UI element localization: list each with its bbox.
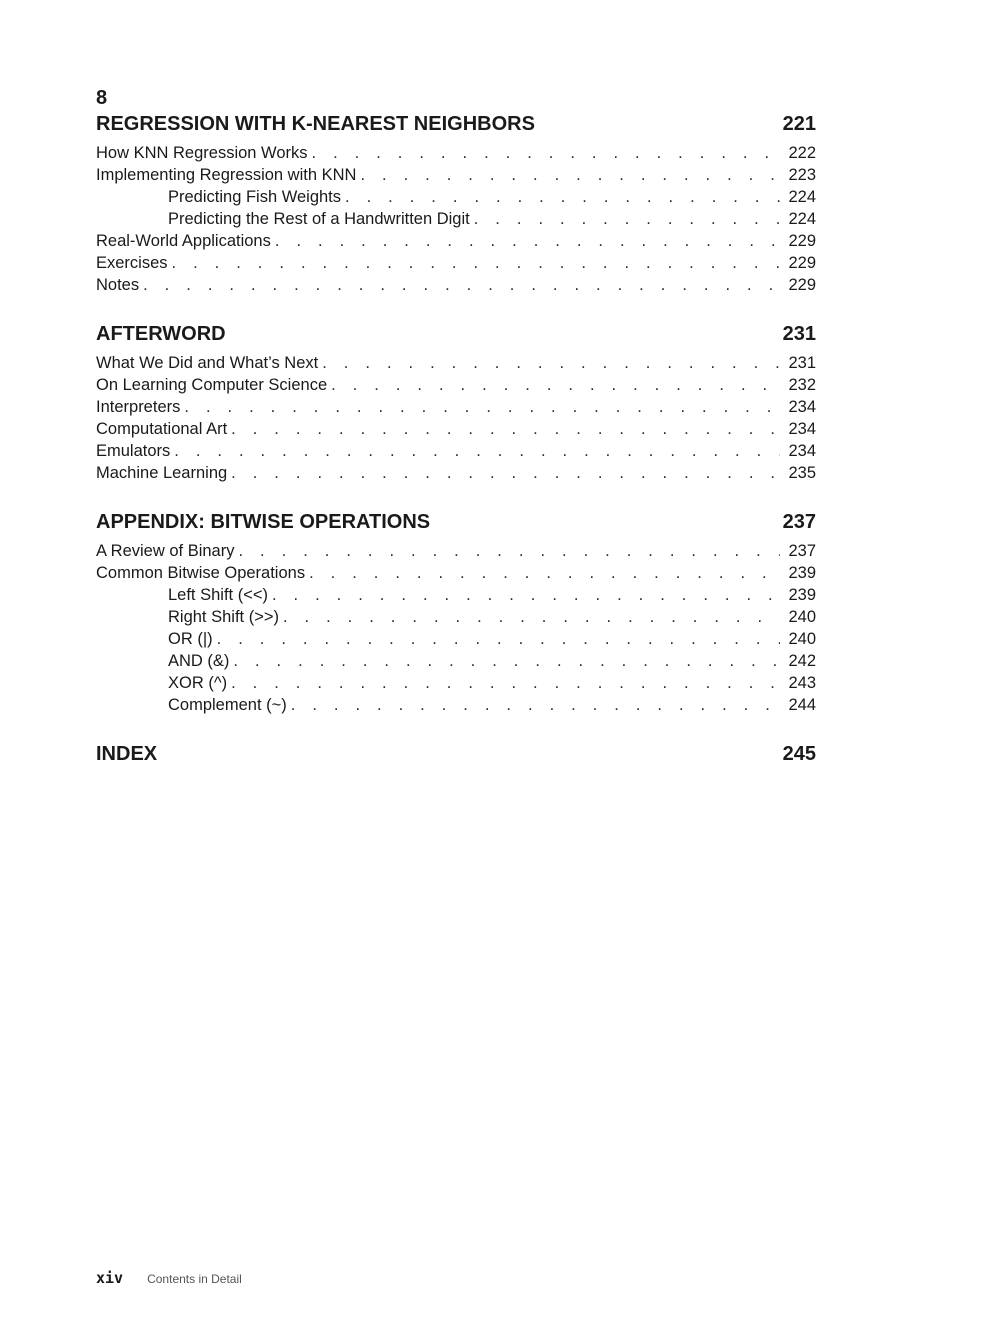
entry-page-number: 243	[788, 674, 816, 692]
dot-leader	[174, 440, 780, 462]
entry-page-number: 231	[788, 354, 816, 372]
entry-title: OR (|)	[168, 630, 213, 648]
toc-entry[interactable]	[96, 396, 816, 418]
entry-title: Computational Art	[96, 420, 228, 438]
toc-subentry[interactable]	[96, 208, 816, 230]
entry-title: Emulators	[96, 442, 171, 460]
dot-leader	[331, 374, 780, 396]
dot-leader	[312, 142, 780, 164]
dot-leader	[309, 562, 780, 584]
entry-page-number: 222	[788, 144, 816, 162]
entry-page-number: 224	[788, 210, 816, 228]
toc-entry[interactable]	[96, 164, 816, 186]
entry-page-number: 229	[788, 232, 816, 250]
dot-leader	[345, 186, 780, 208]
section-title: AFTERWORD	[96, 323, 226, 345]
entry-page-number: 234	[788, 442, 816, 460]
entry-title: Left Shift (<<)	[168, 586, 268, 604]
entry-page-number: 235	[788, 464, 816, 482]
section-title: INDEX	[96, 743, 158, 765]
toc-entry[interactable]	[96, 440, 816, 462]
entry-page-number: 229	[788, 254, 816, 272]
entry-title: Complement (~)	[168, 696, 287, 714]
entry-page-number: 223	[788, 166, 816, 184]
toc-subentry[interactable]	[96, 650, 816, 672]
entry-title: How KNN Regression Works	[96, 144, 308, 162]
dot-leader	[233, 650, 780, 672]
entry-page-number: 232	[788, 376, 816, 394]
dot-leader	[272, 584, 780, 606]
toc-entry[interactable]	[96, 562, 816, 584]
dot-leader	[217, 628, 780, 650]
entry-page-number: 234	[788, 420, 816, 438]
dot-leader	[231, 462, 780, 484]
dot-leader	[474, 208, 780, 230]
toc-section	[96, 320, 816, 484]
dot-leader	[283, 606, 780, 628]
chapter-number: 8	[96, 87, 108, 109]
running-title: Contents in Detail	[147, 1272, 242, 1286]
entry-title: Predicting the Rest of a Handwritten Digit	[168, 210, 470, 228]
entry-page-number: 239	[788, 564, 816, 582]
section-title: REGRESSION WITH K-NEAREST NEIGHBORS	[96, 113, 535, 135]
section-heading[interactable]	[96, 740, 816, 768]
entry-title: Implementing Regression with KNN	[96, 166, 357, 184]
toc-entry[interactable]	[96, 462, 816, 484]
toc-entry[interactable]	[96, 540, 816, 562]
entry-page-number: 229	[788, 276, 816, 294]
dot-leader	[238, 540, 780, 562]
dot-leader	[231, 418, 780, 440]
toc-section	[96, 86, 816, 296]
toc-subentry[interactable]	[96, 584, 816, 606]
toc-entry[interactable]	[96, 274, 816, 296]
entry-title: Real-World Applications	[96, 232, 271, 250]
page-number: xiv	[96, 1269, 124, 1287]
table-of-contents	[96, 86, 816, 792]
entry-title: Right Shift (>>)	[168, 608, 279, 626]
dot-leader	[231, 672, 780, 694]
entry-page-number: 240	[788, 630, 816, 648]
toc-entry[interactable]	[96, 230, 816, 252]
entry-title: Interpreters	[96, 398, 181, 416]
dot-leader	[143, 274, 780, 296]
dot-leader	[275, 230, 780, 252]
toc-section	[96, 740, 816, 768]
entry-page-number: 242	[788, 652, 816, 670]
section-heading[interactable]	[96, 320, 816, 348]
entry-title: What We Did and What’s Next	[96, 354, 319, 372]
entry-title: Common Bitwise Operations	[96, 564, 306, 582]
toc-subentry[interactable]	[96, 606, 816, 628]
section-page-number: 231	[782, 323, 816, 345]
section-page-number: 245	[782, 743, 816, 765]
dot-leader	[184, 396, 780, 418]
entry-page-number: 224	[788, 188, 816, 206]
dot-leader	[172, 252, 780, 274]
section-heading[interactable]	[96, 508, 816, 536]
toc-subentry[interactable]	[96, 672, 816, 694]
entry-title: AND (&)	[168, 652, 230, 670]
toc-subentry[interactable]	[96, 694, 816, 716]
entry-title: A Review of Binary	[96, 542, 235, 560]
entry-page-number: 240	[788, 608, 816, 626]
entry-title: Predicting Fish Weights	[168, 188, 342, 206]
toc-entry[interactable]	[96, 418, 816, 440]
entry-page-number: 239	[788, 586, 816, 604]
section-page-number: 221	[782, 113, 816, 135]
entry-title: Machine Learning	[96, 464, 228, 482]
toc-entry[interactable]	[96, 252, 816, 274]
entry-page-number: 244	[788, 696, 816, 714]
toc-subentry[interactable]	[96, 628, 816, 650]
entry-page-number: 237	[788, 542, 816, 560]
toc-entry[interactable]	[96, 142, 816, 164]
dot-leader	[360, 164, 780, 186]
dot-leader	[291, 694, 780, 716]
section-title: APPENDIX: BITWISE OPERATIONS	[96, 511, 431, 533]
page-footer	[96, 1269, 242, 1287]
toc-entry[interactable]	[96, 374, 816, 396]
toc-subentry[interactable]	[96, 186, 816, 208]
entry-page-number: 234	[788, 398, 816, 416]
toc-entry[interactable]	[96, 352, 816, 374]
section-heading[interactable]	[96, 110, 816, 138]
section-page-number: 237	[782, 511, 816, 533]
toc-section	[96, 508, 816, 716]
entry-title: Exercises	[96, 254, 168, 272]
entry-title: XOR (^)	[168, 674, 228, 692]
entry-title: On Learning Computer Science	[96, 376, 328, 394]
dot-leader	[322, 352, 780, 374]
entry-title: Notes	[96, 276, 140, 294]
